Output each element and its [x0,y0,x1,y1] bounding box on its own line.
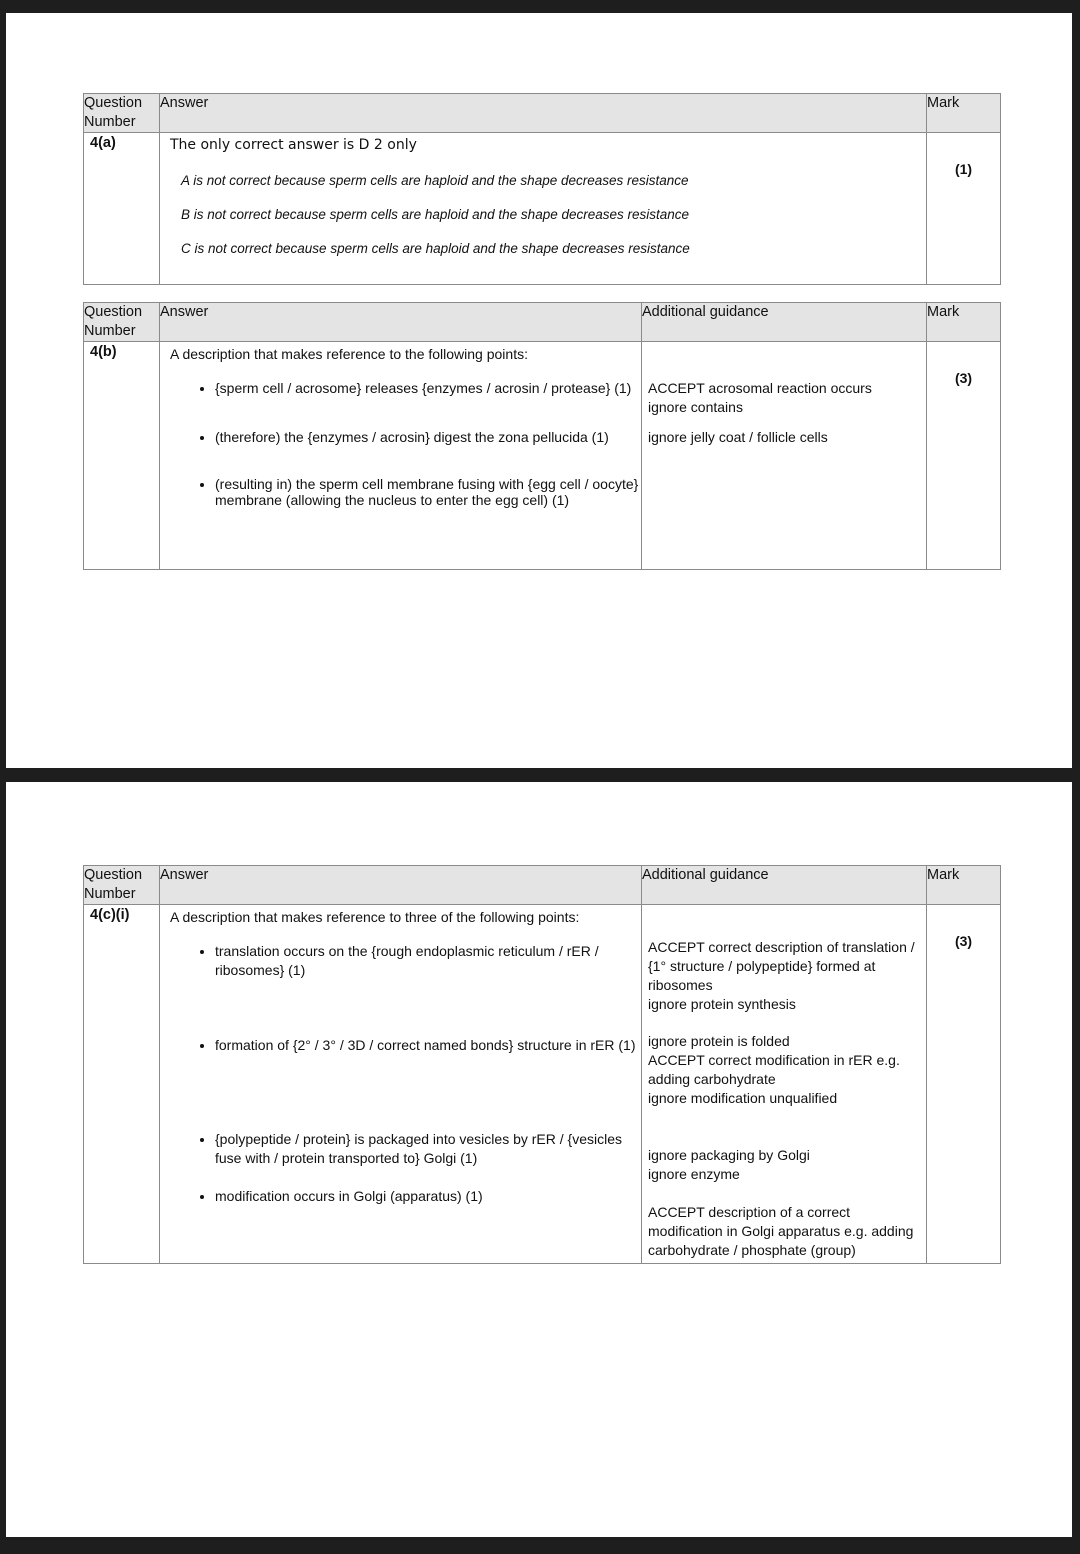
guidance-line: ignore jelly coat / follicle cells [648,429,828,445]
guidance-line: ignore contains [648,399,743,415]
header-answer: Answer [160,94,927,133]
header-question-number: Question Number [84,866,160,905]
answer-cell [160,342,642,570]
guidance-block [642,938,926,1014]
header-mark: Mark [927,94,1001,133]
guidance-block [642,1032,926,1108]
header-additional-guidance: Additional guidance [642,303,927,342]
guidance-line: ACCEPT correct modification in rER e.g. adding carbohydrate [648,1052,900,1087]
answer-point: • {polypeptide / protein} is packaged into vesicles by rER / {vesicles fuse with / protein transported to} Golgi (1) [215,1130,641,1168]
answer-point: • translation occurs on the {rough endoplasmic reticulum / rER / ribosomes} (1) [215,942,641,980]
answer-intro: A description that makes reference to three of the following points: [170,909,580,925]
header-question-number: Question Number [84,303,160,342]
answer-points [160,942,641,1206]
guidance-cell [642,905,927,1264]
guidance-cell [642,342,927,570]
document-page-1 [6,13,1072,768]
answer-point: • formation of {2° / 3° / 3D / correct named bonds} structure in rER (1) [215,1036,641,1055]
answer-point: • {sperm cell / acrosome} releases {enzymes / acrosin / protease} (1) [215,379,641,398]
question-number: 4(b) [84,342,160,570]
distractor-a: A is not correct because sperm cells are haploid and the shape decreases resistance [181,173,689,188]
distractor-c: C is not correct because sperm cells are haploid and the shape decreases resistance [181,241,690,256]
mark-scheme-table-4b [83,302,1001,570]
guidance-line: ACCEPT description of a correct modification in Golgi apparatus e.g. adding carbohydrate / phosphate (group) [648,1204,914,1258]
answer-cell [160,133,927,285]
answer-cell [160,905,642,1264]
guidance-line: ignore protein is folded [648,1033,790,1049]
guidance-line: ignore modification unqualified [648,1090,838,1106]
question-number: 4(a) [84,133,160,285]
answer-point: • modification occurs in Golgi (apparatus) (1) [215,1187,641,1206]
header-additional-guidance: Additional guidance [642,866,927,905]
guidance-line: ACCEPT acrosomal reaction occurs [648,380,872,396]
header-mark: Mark [927,866,1001,905]
mark-scheme-table-4ci [83,865,1001,1264]
document-page-2 [6,782,1072,1537]
mark-scheme-table-4a [83,93,1001,285]
question-number: 4(c)(i) [84,905,160,1264]
guidance-block [642,1203,926,1260]
answer-intro: The only correct answer is D 2 only [170,137,417,153]
guidance-block [642,379,926,417]
mark-value: (3) [927,905,1001,1264]
header-mark: Mark [927,303,1001,342]
guidance-line: ignore packaging by Golgi [648,1147,810,1163]
guidance-line: ignore enzyme [648,1166,740,1182]
guidance-block [642,1146,926,1184]
guidance-line: ignore protein synthesis [648,996,796,1012]
header-answer: Answer [160,303,642,342]
header-question-number: Question Number [84,94,160,133]
guidance-line: ACCEPT correct description of translation / {1° structure / polypeptide} formed at ribosomes [648,939,915,993]
mark-value: (3) [927,342,1001,570]
answer-point: • (therefore) the {enzymes / acrosin} digest the zona pellucida (1) [215,428,641,447]
answer-point: • (resulting in) the sperm cell membrane fusing with {egg cell / oocyte} membrane (allowing the nucleus to enter the egg cell) (1) [215,476,641,508]
answer-points [160,379,641,508]
mark-value: (1) [927,133,1001,285]
guidance-block [642,428,926,447]
distractor-b: B is not correct because sperm cells are haploid and the shape decreases resistance [181,207,690,222]
answer-intro: A description that makes reference to the following points: [170,346,528,362]
header-answer: Answer [160,866,642,905]
